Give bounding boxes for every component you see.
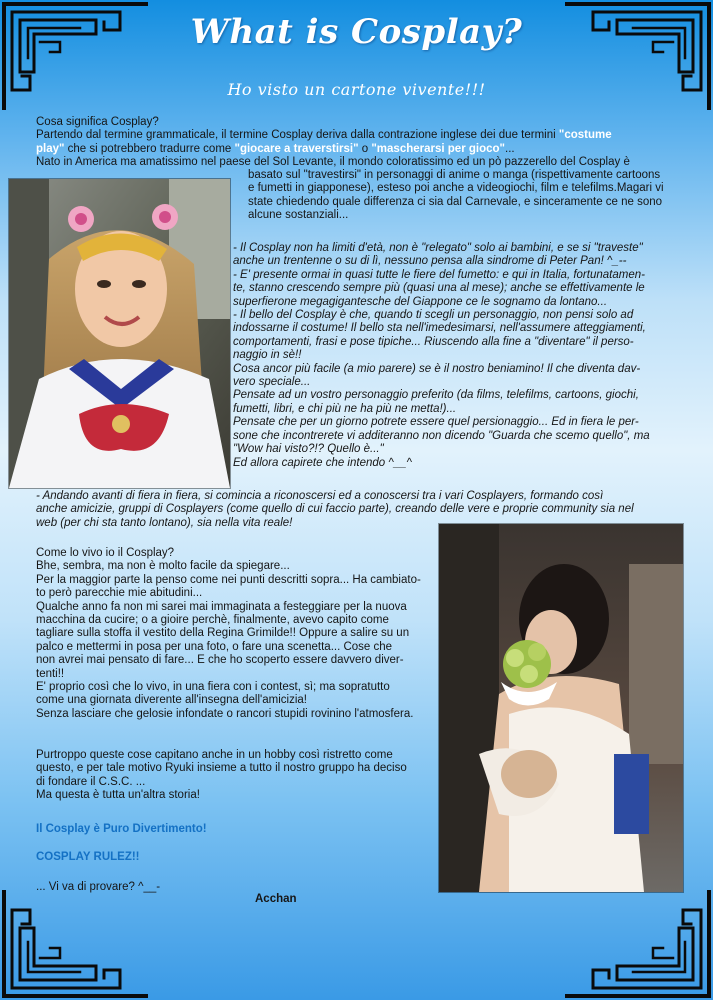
point-line: - E' presente ormai in quasi tutte le fiere del fumetto: e qui in Italia, fortunatamen- <box>233 268 645 281</box>
point-line: anche amicizie, gruppi di Cosplayers (come quello di cui faccio parte), creando delle vere e proprie community sia nel <box>36 503 634 516</box>
intro-section <box>36 116 686 170</box>
highlight-mascherarsi: "mascherarsi per gioco" <box>371 142 505 155</box>
experience-line: Senza lasciare che gelosie infondate o rancori stupidi rovinino l'atmosfera. <box>36 707 414 720</box>
experience-line: tenti!! <box>36 667 65 680</box>
experience-line: Per la maggior parte la penso come nei punti descritti sopra... Ha cambiato- <box>36 573 421 586</box>
highlight-giocare: "giocare a traverstirsi" <box>234 142 359 155</box>
point-line: superfierone megagigantesche del Giappone ce le sognamo da lontano... <box>233 295 608 308</box>
experience-line: non avrei mai pensato di fare... E che ho scoperto essere davvero diver- <box>36 654 404 667</box>
point-line: fumetti, libri, e chi più ne ha più ne metta!)... <box>233 402 457 415</box>
point-line: naggio in sè!! <box>233 349 302 362</box>
point-line: Pensate ad un vostro personaggio preferito (da films, telefilms, cartoons, giochi, <box>233 389 639 402</box>
experience-line: Ma questa è tutta un'altra storia! <box>36 789 200 802</box>
point-line: indossarne il costume! Il bello sta nell'imedesimarsi, nell'assumere atteggiamenti, <box>233 322 646 335</box>
cosplayer-bride-photo <box>439 524 683 892</box>
experience-line: Come lo vivo io il Cosplay? <box>36 547 175 559</box>
page-title: What is Cosplay? <box>190 12 523 52</box>
point-line: "Wow hai visto?!? Quello è..." <box>233 443 384 456</box>
corner-ornament-bottom-left <box>0 888 150 1000</box>
point-line: anche un trentenne o su di lì, nessuno pensa alla sindrome di Peter Pan! ^_-- <box>233 255 627 268</box>
intro-wrap-text <box>248 169 688 223</box>
point-line: - Andando avanti di fiera in fiera, si comincia a riconoscersi ed a conoscersi tra i vari Cosplayers, formando così <box>36 490 604 502</box>
experience-section <box>36 547 436 721</box>
experience-line: Purtroppo queste cose capitano anche in un hobby così ristretto come <box>36 749 393 761</box>
experience-line: Qualche anno fa non mi sarei mai immaginata a festeggiare per la nuova <box>36 600 407 613</box>
intro-line: state chiedendo quale differenza ci sia dal Carnevale, e sinceramente ce ne sono <box>248 195 663 208</box>
experience-line: palco e mettermi in posa per una foto, o fare una scenetta... Cose che <box>36 640 393 653</box>
intro-line: play" che si potrebbero tradurre come "giocare a traverstirsi" o "mascherarsi per gioco"... <box>36 142 515 155</box>
corner-ornament-bottom-right <box>563 888 713 1000</box>
point-line: - Il bello del Cosplay è che, quando ti scegli un personaggio, non pensi solo ad <box>233 309 634 322</box>
experience-line: macchina da cucire; o a gioire perchè, finalmente, avevo capito come <box>36 614 389 627</box>
slogan-fun: Il Cosplay è Puro Divertimento! <box>36 823 207 835</box>
highlight-play: play" <box>36 142 65 155</box>
intro-question: Cosa significa Cosplay? <box>36 116 159 128</box>
page-subtitle: Ho visto un cartone vivente!!! <box>227 80 486 99</box>
intro-line: e fumetti in giapponese), esteso poi anche a videogiochi, film e telefilms.Magari vi <box>248 182 664 195</box>
intro-line: Partendo dal termine grammaticale, il termine Cosplay deriva dalla contrazione inglese dei due termini "costume <box>36 129 612 142</box>
cosplayer-sailor-photo <box>9 179 230 488</box>
experience-closing <box>36 749 436 803</box>
experience-line: Bhe, sembra, ma non è molto facile da spiegare... <box>36 560 290 573</box>
author-signature: Acchan <box>255 893 297 905</box>
experience-line: tagliare sulla stoffa il vestito della Regina Grimilde!! Oppure a salire su un <box>36 627 410 640</box>
experience-line: to però parecchie mie abitudini... <box>36 587 203 600</box>
highlight-costume: "costume <box>558 129 612 142</box>
point-line: sone che incontrerete vi additeranno non dicendo "Guarda che scemo quello", ma <box>233 429 650 442</box>
experience-line: di fondare il C.S.C. ... <box>36 775 146 788</box>
point-line: comportamenti, frasi e pose tipiche... Riuscendo alla fine a "diventare" il perso- <box>233 335 634 348</box>
intro-line: basato sul "travestirsi" in personaggi di anime o manga (rispettivamente cartoons <box>248 169 661 181</box>
intro-line: alcune sostanziali... <box>248 209 349 222</box>
point-line: web (per chi sta tanto lontano), sia nella vita reale! <box>36 516 293 529</box>
point-line: vero speciale... <box>233 376 311 389</box>
points-section <box>233 242 688 470</box>
point-line: Ed allora capirete che intendo ^__^ <box>233 456 412 469</box>
point-line: - Il Cosplay non ha limiti d'età, non è "relegato" solo ai bambini, e se si "traveste" <box>233 242 643 254</box>
point-line: Pensate che per un giorno potrete essere quel persionaggio... Ed in fiera le per- <box>233 416 639 429</box>
ending-question: ... Vi va di provare? ^__- <box>36 881 161 893</box>
point-line: Cosa ancor più facile (a mio parere) se è il nostro beniamino! Il che diventa dav- <box>233 362 641 375</box>
experience-line: E' proprio così che lo vivo, in una fiera con i contest, sì; ma sopratutto <box>36 681 390 694</box>
experience-line: come una giornata diverente all'insegna dell'amicizia! <box>36 694 307 707</box>
point-line: te, stanno crescendo sempre più (quasi una al mese); anche se effettivamente le <box>233 282 645 295</box>
slogan-rulez: COSPLAY RULEZ!! <box>36 851 140 863</box>
experience-line: questo, e per tale motivo Ryuki insieme a tutto il nostro gruppo ha deciso <box>36 762 407 775</box>
intro-line: Nato in America ma amatissimo nel paese del Sol Levante, il mondo coloratissimo ed un pò pazzerello del Cosplay è <box>36 156 630 169</box>
